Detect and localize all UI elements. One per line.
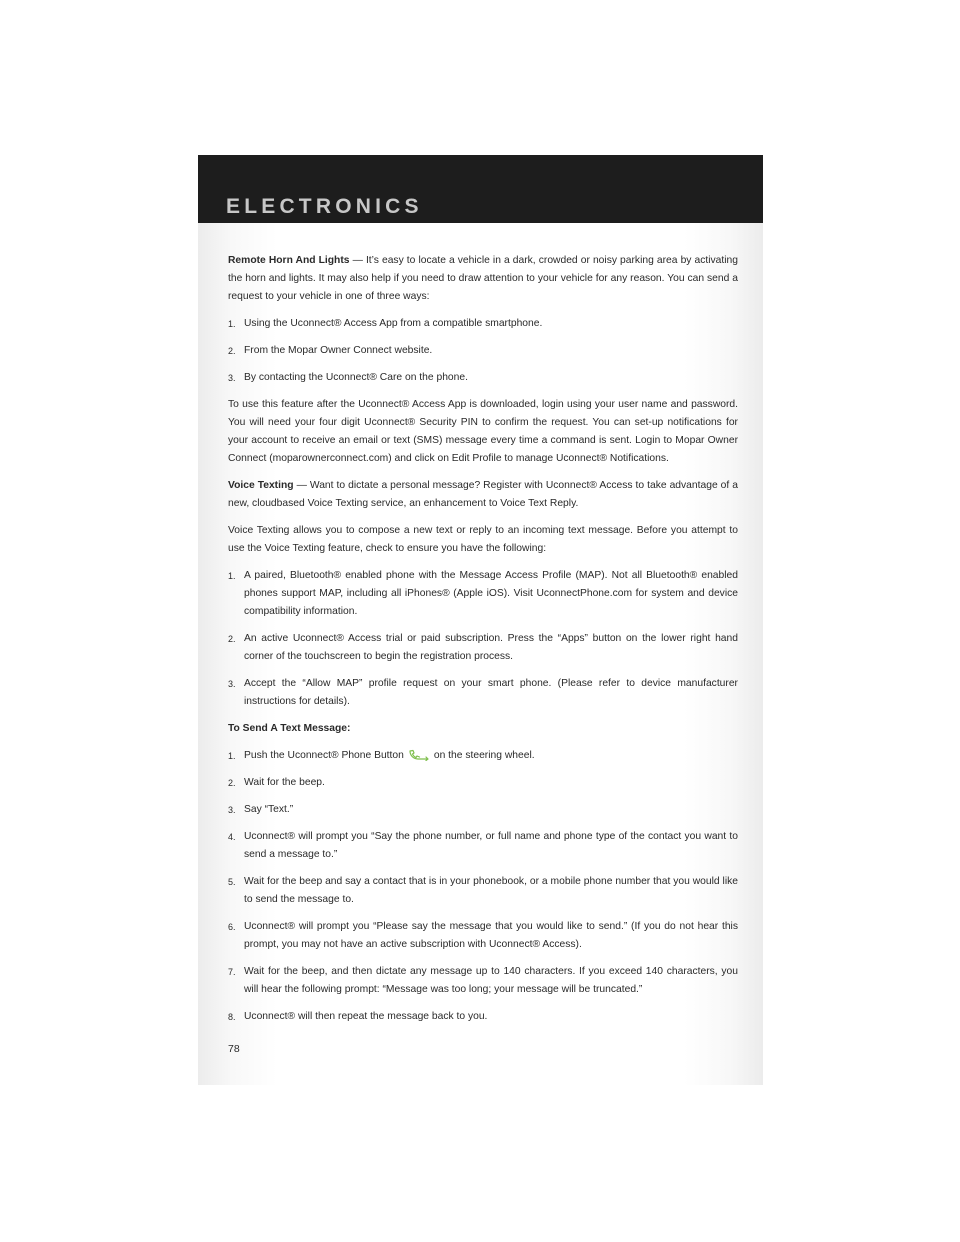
remote-horn-intro <box>228 252 738 306</box>
list-item-text: Say “Text.” <box>244 804 294 815</box>
remote-horn-usage: To use this feature after the Uconnect® Access App is downloaded, login using your user name and password. You will need your four digit Uconnect® Security PIN to confirm the request. You can set-up notifications for your account to receive an email or text (SMS) message every time a command is sent. Login to Mopar Owner Connect (moparownerconnect.com) and click on Edit Profile to manage Uconnect® Notifications. <box>228 399 738 464</box>
list-item-text: By contacting the Uconnect® Care on the phone. <box>244 372 468 383</box>
list-item-number: 5. <box>228 877 236 887</box>
list-item-text: Wait for the beep, and then dictate any message up to 140 characters. If you exceed 140 characters, you will hear the following prompt: “Message was too long; your message will be truncated.” <box>244 966 738 995</box>
list-item-text: Uconnect® will prompt you “Say the phone number, or full name and phone type of the contact you want to send a message to.” <box>244 831 738 860</box>
list-item-number: 3. <box>228 805 236 815</box>
list-item-number: 8. <box>228 1012 236 1022</box>
list-item <box>228 873 738 909</box>
send-text-heading: To Send A Text Message: <box>228 723 351 734</box>
section-title: ELECTRONICS <box>226 195 423 218</box>
list-item-number: 2. <box>228 778 236 788</box>
list-item-number: 6. <box>228 922 236 932</box>
page-number: 78 <box>228 1043 240 1055</box>
list-item <box>228 963 738 999</box>
list-item <box>228 567 738 621</box>
voice-texting-intro-text: — Want to dictate a personal message? Register with Uconnect® Access to take advantage of a new, cloudbased Voice Texting service, an enhancement to Voice Text Reply. <box>228 480 738 509</box>
voice-texting-heading: Voice Texting <box>228 480 294 491</box>
list-item-number: 1. <box>228 571 236 581</box>
list-item-text: Wait for the beep and say a contact that is in your phonebook, or a mobile phone number that you would like to send the message to. <box>244 876 738 905</box>
list-item <box>228 675 738 711</box>
list-item <box>228 630 738 666</box>
list-item-number: 7. <box>228 967 236 977</box>
page-body <box>228 252 738 1035</box>
send-text-steps <box>228 747 738 1026</box>
list-item-text: From the Mopar Owner Connect website. <box>244 345 433 356</box>
list-item-text: Uconnect® will prompt you “Please say the message that you would like to send.” (If you do not hear this prompt, you may not have an active subscription with Uconnect® Access). <box>244 921 738 950</box>
list-item-text: Accept the “Allow MAP” profile request on your smart phone. (Please refer to device manufacturer instructions for details). <box>244 678 738 707</box>
list-item <box>228 774 738 792</box>
remote-horn-intro-text: — It’s easy to locate a vehicle in a dark, crowded or noisy parking area by activating the horn and lights. It may also help if you need to draw attention to your vehicle for any reason. You can send a request to your vehicle in one of three ways: <box>228 255 739 302</box>
list-item-text: An active Uconnect® Access trial or paid subscription. Press the “Apps” button on the lower right hand corner of the touchscreen to begin the registration process. <box>244 633 738 662</box>
list-item-number: 2. <box>228 634 236 644</box>
list-item-number: 1. <box>228 319 236 329</box>
list-item <box>228 801 738 819</box>
list-item-text: A paired, Bluetooth® enabled phone with the Message Access Profile (MAP). Not all Bluetooth® enabled phones support MAP, including all iPhones® (Apple iOS). Visit UconnectPhone.com for system and device compatibility information. <box>244 570 738 617</box>
voice-texting-requirements <box>228 567 738 711</box>
section-header <box>198 155 763 223</box>
list-item-text-after: on the steering wheel. <box>433 750 535 761</box>
list-item-text: Push the Uconnect® Phone Button <box>244 750 404 761</box>
list-item-number: 4. <box>228 832 236 842</box>
list-item <box>228 315 738 333</box>
list-item-number: 2. <box>228 346 236 356</box>
list-item <box>228 342 738 360</box>
manual-page <box>198 155 763 1085</box>
list-item-number: 3. <box>228 373 236 383</box>
phone-icon <box>408 749 430 761</box>
list-item-text: Using the Uconnect® Access App from a compatible smartphone. <box>244 318 543 329</box>
remote-horn-steps <box>228 315 738 387</box>
list-item-number: 1. <box>228 751 236 761</box>
list-item <box>228 828 738 864</box>
list-item-text: Uconnect® will then repeat the message back to you. <box>244 1011 488 1022</box>
voice-texting-intro <box>228 477 738 513</box>
list-item <box>228 1008 738 1026</box>
list-item-text: Wait for the beep. <box>244 777 325 788</box>
list-item <box>228 369 738 387</box>
list-item <box>228 918 738 954</box>
list-item <box>228 747 738 765</box>
list-item-number: 3. <box>228 679 236 689</box>
remote-horn-heading: Remote Horn And Lights <box>228 255 350 266</box>
voice-texting-requirements-intro: Voice Texting allows you to compose a new text or reply to an incoming text message. Before you attempt to use the Voice Texting feature, check to ensure you have the following: <box>228 525 738 554</box>
